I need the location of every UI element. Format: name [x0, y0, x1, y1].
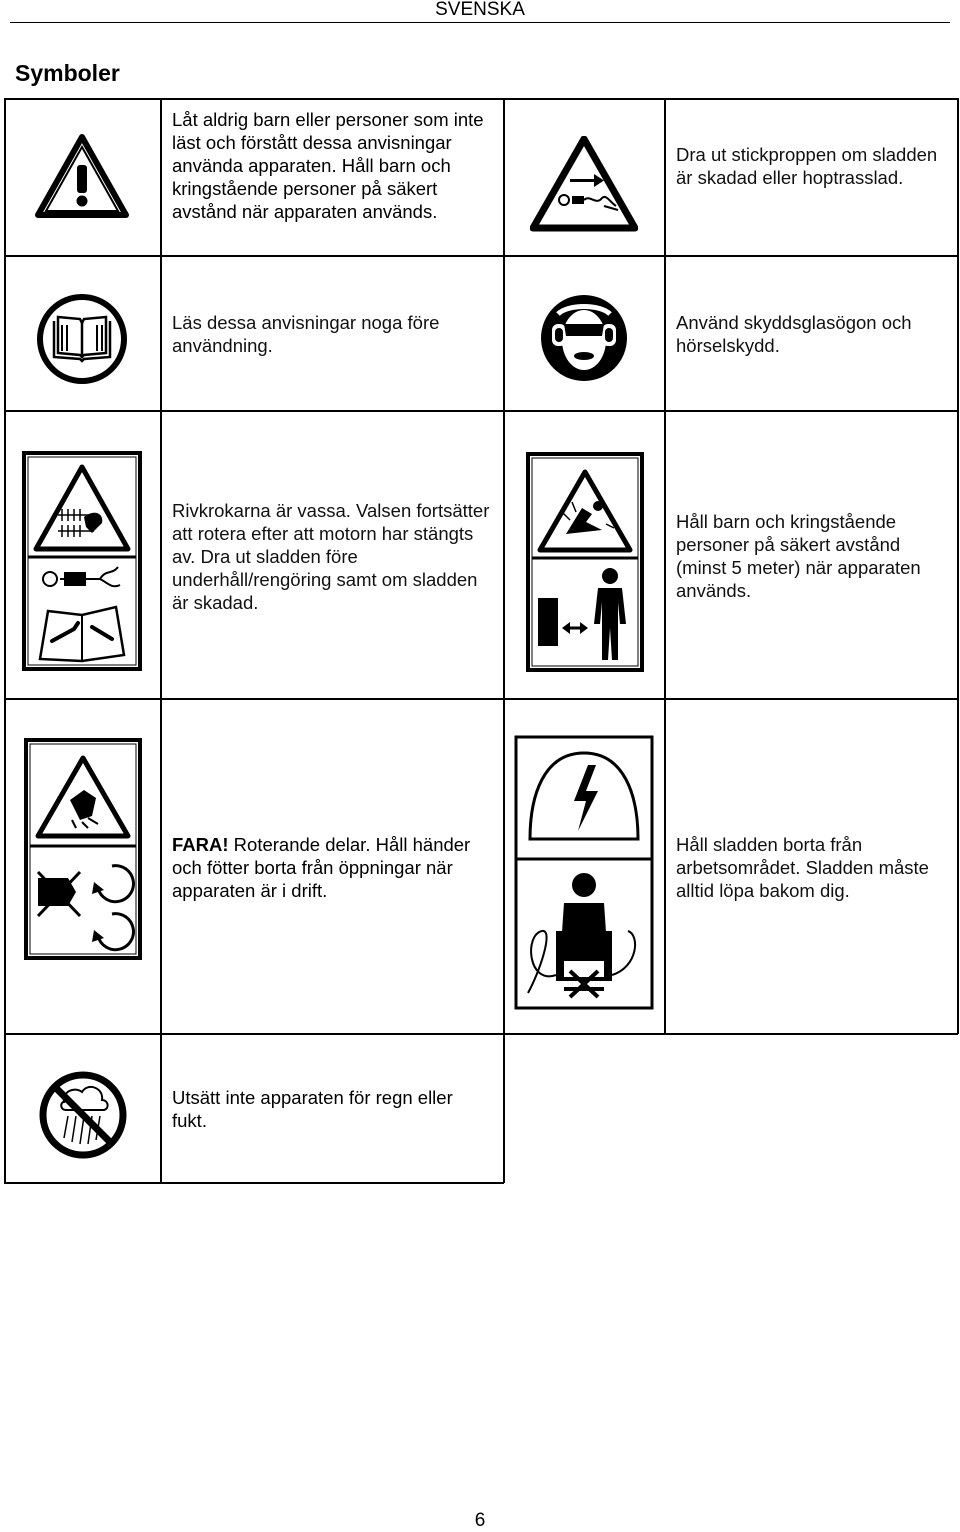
danger-label: FARA! [172, 834, 229, 855]
symbol-text-9: Utsätt inte apparaten för regn eller fukt. [172, 1087, 453, 1131]
symbol-text-5: Rivkrokarna är vassa. Valsen fortsätter att rotera efter att motorn har stängts av. Dra ut sladden före underhåll/rengöring samt om sladden är skadad. [172, 500, 490, 613]
eye-ear-protection-icon [538, 294, 630, 382]
symbol-text-6: Håll barn och kringstående personer på säkert avstånd (minst 5 meter) när apparaten används. [676, 511, 921, 601]
unplug-cord-warning-icon [530, 136, 638, 232]
cord-behind-operator-icon [514, 735, 654, 1010]
rotating-parts-warning-icon [24, 738, 142, 960]
section-title: Symboler [15, 60, 120, 86]
symbol-text-1: Låt aldrig barn eller personer som inte läst och förstått dessa anvisningar använda apparaten. Håll barn och kringstående personer på säkert avstånd när apparaten används. [172, 109, 484, 222]
symbol-text-3: Läs dessa anvisningar noga före användning. [172, 312, 440, 356]
keep-distance-icon [526, 452, 644, 672]
danger-text: Roterande delar. Håll händer och fötter borta från öppningar när apparaten är i drift. [172, 834, 471, 901]
page-header-language: SVENSKA [435, 0, 525, 20]
symbol-text-8: Håll sladden borta från arbetsområdet. Sladden måste alltid löpa bakom dig. [676, 834, 929, 901]
no-rain-icon [38, 1070, 128, 1160]
header-rule [10, 22, 950, 23]
symbol-text-4: Använd skyddsglasögon och hörselskydd. [676, 312, 912, 356]
warning-exclamation-icon [34, 133, 130, 219]
sharp-tines-warning-icon [22, 451, 142, 671]
read-manual-icon [36, 293, 128, 385]
page-number: 6 [474, 1510, 486, 1531]
symbol-text-2: Dra ut stickproppen om sladden är skadad eller hoptrasslad. [676, 144, 938, 188]
symbol-text-7 [172, 833, 492, 902]
